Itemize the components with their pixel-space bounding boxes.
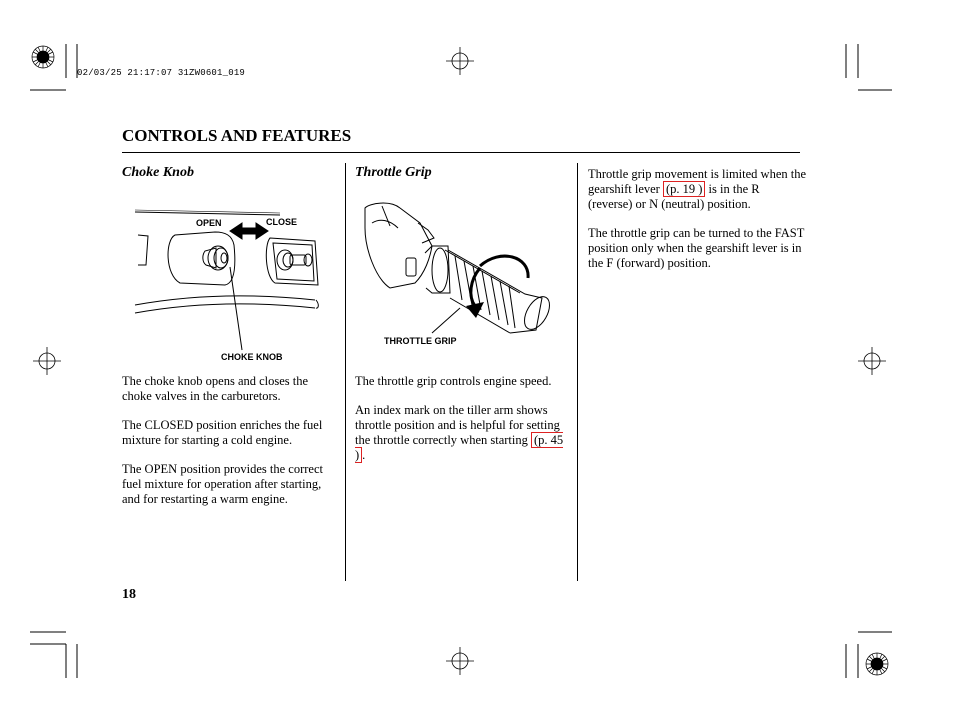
choke-open-label: OPEN xyxy=(196,218,222,228)
limits-paragraph-1-end: is in the R (reverse) or N (neutral) position. xyxy=(588,182,760,211)
throttle-grip-illustration xyxy=(360,198,560,338)
choke-knob-illustration xyxy=(130,205,340,325)
choke-knob-heading: Choke Knob xyxy=(122,165,194,180)
header-rule xyxy=(122,152,800,153)
throttle-grip-label: THROTTLE GRIP xyxy=(384,336,457,346)
throttle-paragraph-2-end: . xyxy=(362,448,366,462)
limits-paragraph-1 xyxy=(588,167,806,212)
choke-paragraph-1: The choke knob opens and closes the choke valves in the carburetors. xyxy=(122,374,309,403)
choke-knob-label: CHOKE KNOB xyxy=(221,352,283,362)
registration-mark-top xyxy=(446,47,474,75)
registration-mark-left xyxy=(33,347,61,375)
limits-paragraph-1-start: Throttle grip movement is limited when the gearshift lever xyxy=(588,167,807,196)
page-19-link[interactable]: (p. 19 ) xyxy=(663,181,705,197)
section-title: CONTROLS AND FEATURES xyxy=(122,126,352,145)
choke-paragraph-2: The CLOSED position enriches the fuel mixture for starting a cold engine. xyxy=(122,418,323,447)
choke-knob-text xyxy=(122,374,337,521)
throttle-limits-text xyxy=(588,167,806,285)
page-45-link[interactable]: (p. 45 ) xyxy=(355,433,564,462)
throttle-grip-text xyxy=(355,374,570,477)
registration-mark-right xyxy=(858,347,886,375)
page-number: 18 xyxy=(122,587,136,602)
throttle-paragraph-1: The throttle grip controls engine speed. xyxy=(355,374,552,388)
print-timestamp: 02/03/25 21:17:07 31ZW0601_019 xyxy=(77,68,246,78)
choke-close-label: CLOSE xyxy=(266,217,298,227)
column-rule-1 xyxy=(345,163,346,581)
limits-paragraph-2: The throttle grip can be turned to the FAST position only when the gearshift lever is in the F (forward) position. xyxy=(588,226,805,270)
star-target-bottom-right xyxy=(866,653,888,675)
column-rule-2 xyxy=(577,163,578,581)
star-target-top-left xyxy=(32,46,54,68)
throttle-paragraph-2-text: An index mark on the tiller arm shows throttle position and is helpful for setting the throttle correctly when starting xyxy=(355,403,560,447)
open-close-arrow-icon xyxy=(230,223,268,239)
throttle-grip-heading: Throttle Grip xyxy=(355,165,432,180)
registration-mark-bottom xyxy=(446,647,474,675)
choke-paragraph-3: The OPEN position provides the correct fuel mixture for operation after starting, and for restarting a warm engine. xyxy=(122,462,323,506)
throttle-paragraph-2 xyxy=(355,403,570,463)
